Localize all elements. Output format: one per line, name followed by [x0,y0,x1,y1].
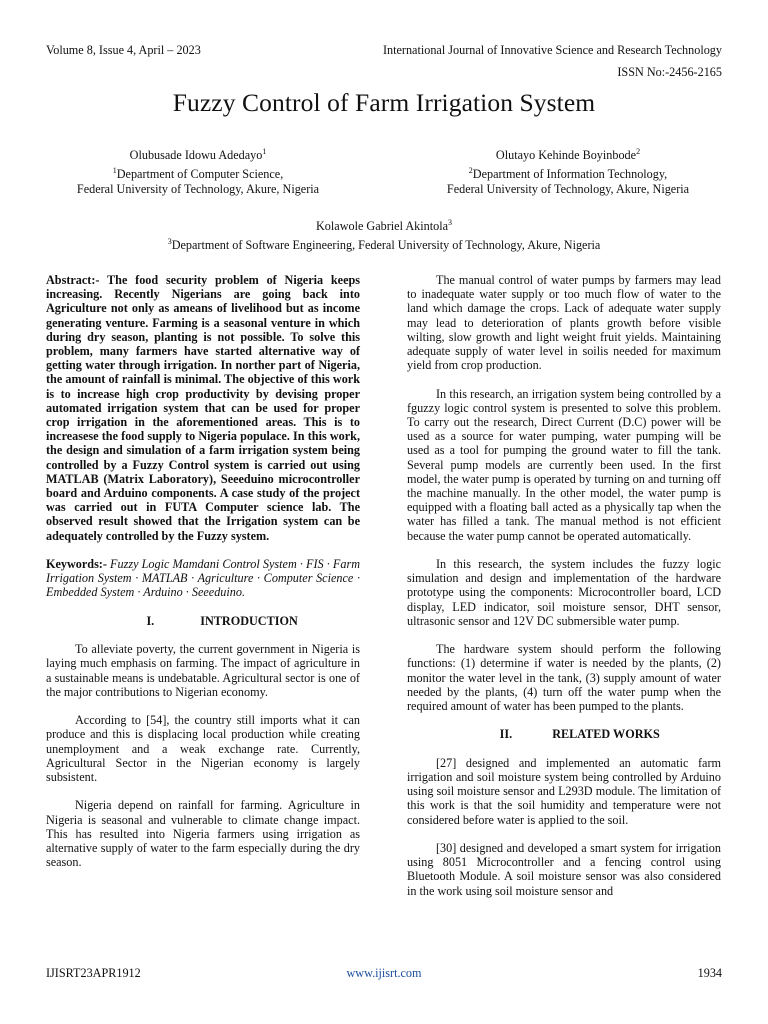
author-block-2 [418,144,718,197]
page-number: 1934 [697,966,722,980]
author-block-3 [48,215,720,253]
paragraph: In this research, an irrigation system being controlled by a fguzzy logic control system is presented to solve this problem. To carry out the research, Direct Current (D.C) power will be used as a source for water pumping, water pumping will be used as a tool for pumping the ground water to fill the tank. Several pump models are currently been used. In the first model, the water pump is operated by turning on and turning off the machine manually. In the other model, the water pump is equipped with a floating ball acted as a physically tap when the water has filled a tank. The manual method is not efficient because the water pump cannot be operated automatically. [407,386,721,543]
footer-paper-code: IJISRT23APR1912 [46,966,141,980]
running-header-volume: Volume 8, Issue 4, April – 2023 [46,43,201,57]
author-dept-2: $^2$Department of Information Technology, [468,166,668,182]
running-header-journal: International Journal of Innovative Science and Research Technology [382,43,722,57]
paragraph: [30] designed and developed a smart system for irrigation using 8051 Microcontroller and a fencing control using Bluetooth Module. A soil moisture sensor was also considered in the work using soil moisture sensor and [407,841,721,898]
paragraph: In this research, the system includes the fuzzy logic simulation and design and implementation of the hardware prototype using the components: Microcontroller board, LCD display, LED indicator, soil moisture sensor, DHT sensor, ultrasonic sensor and 12V DC submersible water pump. [407,557,721,628]
issn: ISSN No:-2456-2165 [617,65,722,79]
paragraph: The hardware system should perform the following functions: (1) determine if water is needed by the plants, (2) monitor the water level in the tank, (3) supply amount of water needed by the plants, (4) turn off the water pump when the required amount of water has been pumped to the plants. [407,642,721,714]
author-dept-1: $^1$Department of Computer Science, [112,166,284,182]
paragraph: [27] designed and implemented an automatic farm irrigation and soil moisture system being controlled by Arduino using soil moisture sensor and L293D module. The limitation of this work is that the soil humidity and temperature were not considered before water is applied to the soil. [407,755,721,827]
author-name-3: Kolawole Gabriel Akintola$^3$ [316,218,452,234]
right-column [407,273,721,912]
author-block-1 [48,144,348,197]
paper-title: Fuzzy Control of Farm Irrigation System [172,88,596,117]
paragraph: To alleviate poverty, the current government in Nigeria is laying much emphasis on farming. The impact of agriculture in a sustainable means is undebatable. Agricultural sector is one of the major contributions to Nigerian economy. [46,642,360,699]
footer-website-link[interactable]: www.ijisrt.com [346,966,422,980]
author-name-1: Olubusade Idowu Adedayo$^1$ [129,147,267,163]
author-name-2: Olutayo Kehinde Boyinbode$^2$ [495,147,641,163]
paragraph: Nigeria depend on rainfall for farming. Agriculture in Nigeria is seasonal and vulnerable to climate change impact. This has resulted into Nigeria farmers using irrigation as alternative supply of water to the farm especially during the dry season. [46,798,360,870]
left-column [46,273,360,884]
abstract: Abstract:- The food security problem of Nigeria keeps increasing. Recently Nigerians are going back into Agriculture not only as ameans of livelihood but as income generating venture. Farming is a seasonal venture in which during dry season, planting is not possible. To solve this problem, many farmers have started alternative way of getting water through irrigation. In norther part of Nigeria, the amount of rainfall is minimal. The objective of this work is to increase high crop productivity by devising proper automated irrigation system that can be used for proper crop irrigation in the aforementioned areas. This is to increasese the food supply to Nigeria populace. In this work, the design and simulation of a farm irrigation system being controlled by a Fuzzy Control system is carried out using MATLAB (Matrix Laboratory), Seeeduino microcontroller board and Arduino components. A case study of the project was carried out in FUTA Computer science lab. The observed result showed that the Irrigation system can be adequately controlled by the Fuzzy system. [46,273,360,543]
author-inst-2: Federal University of Technology, Akure, Nigeria [446,182,690,197]
section-heading-related-works: II. RELATED WORKS [499,727,660,742]
author-dept-3: $^3$Department of Software Engineering, Federal University of Technology, Akure, Nigeria [167,237,601,253]
paragraph: According to [54], the country still imports what it can produce and this is displacing local production while creating unemployment and a weak exchange rate. Currently, Agricultural Sector in the Nigerian economy is largely subsistent. [46,713,360,785]
section-heading-introduction: I. INTRODUCTION [146,613,298,628]
paragraph: The manual control of water pumps by farmers may lead to inadequate water supply or too much flow of water to the land which damage the crops. Lack of adequate water supply may lead to deterioration of plants growth before visible wilting, slow growth and light weight fruit yields. Maintaining adequate supply of water level in soilis needed for maximum yield from crop production. [407,273,721,373]
keywords: Keywords:- Fuzzy Logic Mamdani Control System · FIS · Farm Irrigation System · MATLAB · Agriculture · Computer Science · Embedded System · Arduino · Seeeduino. [46,557,360,600]
author-inst-1: Federal University of Technology, Akure, Nigeria [76,182,320,197]
